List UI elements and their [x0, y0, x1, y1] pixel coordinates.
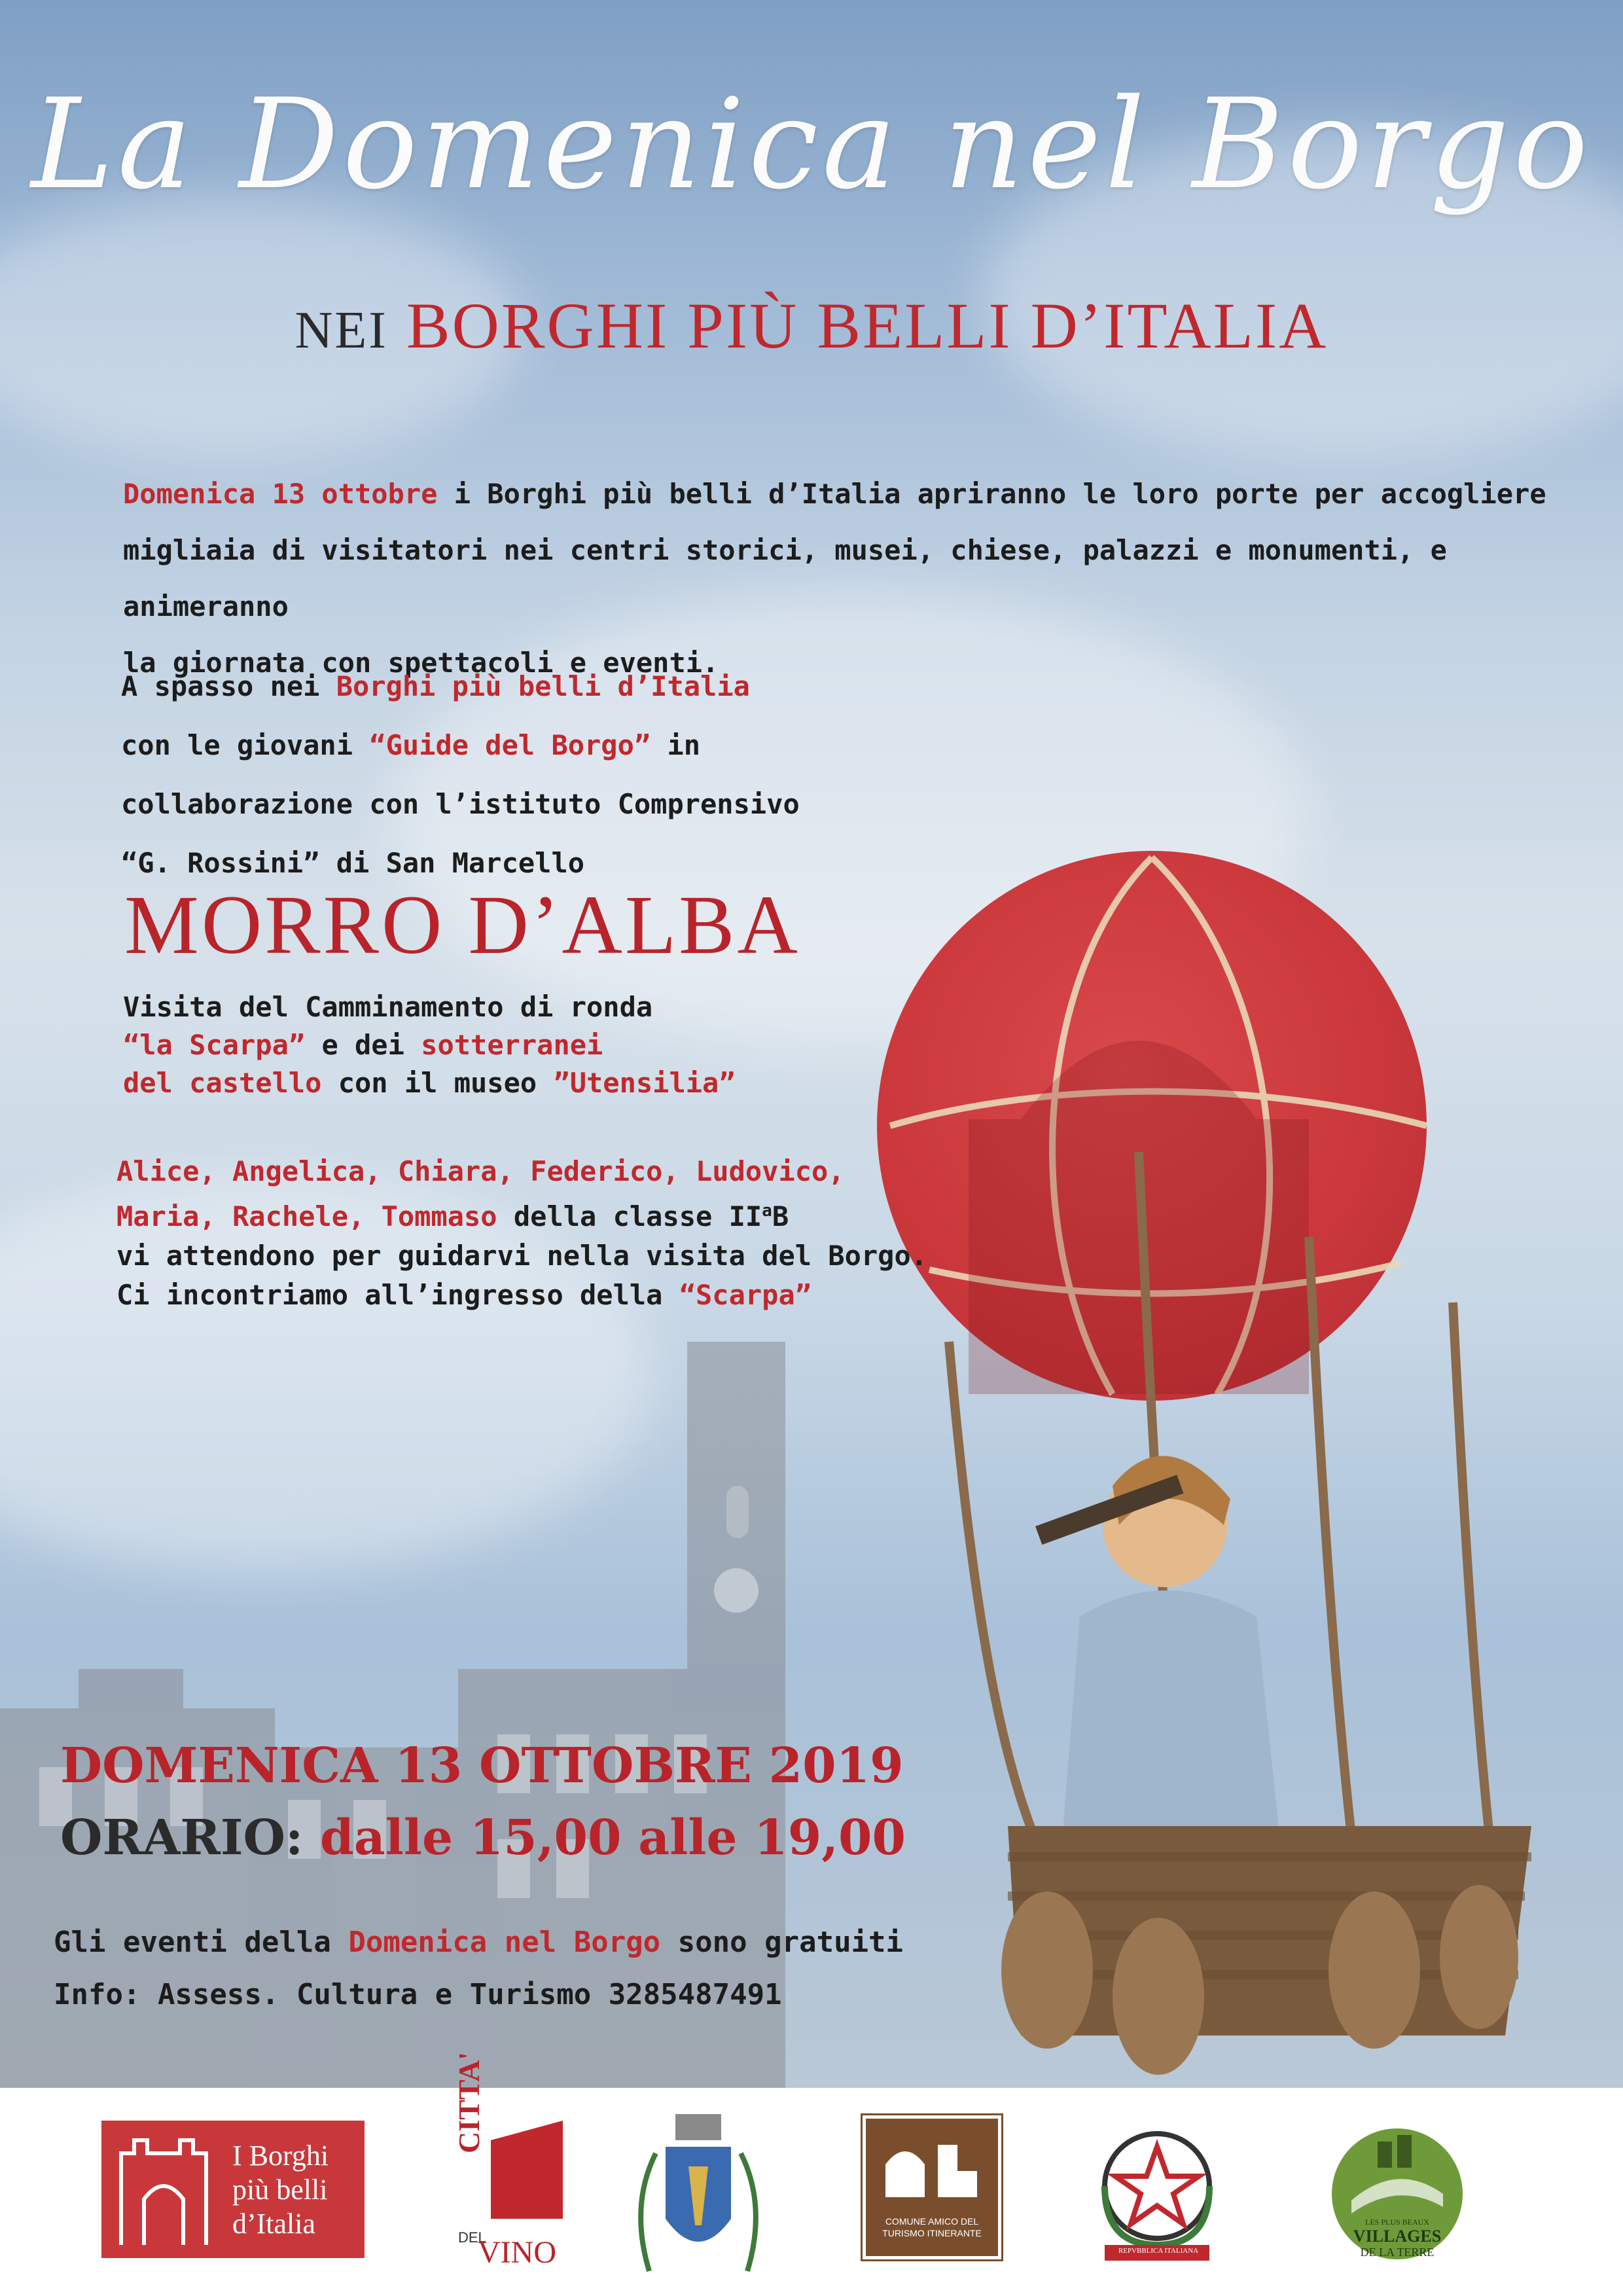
villages-line-big: VILLAGES — [1353, 2227, 1442, 2246]
villages-de-la-terre-logo — [1319, 2115, 1476, 2272]
visit-paragraph — [123, 988, 908, 1102]
camper-logo-line: TURISMO ITINERANTE — [882, 2228, 982, 2238]
guides-paragraph — [121, 657, 972, 893]
guides-text: con le giovani — [121, 729, 370, 761]
citta-logo-top: CITTA' — [452, 2051, 486, 2153]
borghi-logo-text — [232, 2139, 329, 2241]
guides-highlight: Borghi più belli d’Italia — [336, 670, 750, 702]
event-time — [60, 1810, 906, 1866]
guides-line-2 — [121, 716, 972, 775]
villages-line-mid: DE LA TERRE — [1360, 2246, 1435, 2259]
citta-logo-del: DEL — [458, 2229, 486, 2246]
visit-highlight: del castello — [123, 1067, 322, 1099]
camper-friendly-logo — [863, 2115, 1001, 2259]
villages-logo-text — [1319, 2217, 1476, 2259]
republic-banner-text: REPVBBLICA ITALIANA — [1118, 2247, 1199, 2255]
castle-gate-icon — [115, 2134, 213, 2245]
names-text: B — [772, 1200, 789, 1232]
intro-line-1-rest: i Borghi più belli d’Italia apriranno le loro porte per accogliere — [437, 478, 1546, 510]
coat-of-arms-icon — [630, 2108, 767, 2284]
intro-line-3: la giornata con spettacoli e eventi. — [123, 647, 719, 679]
citta-logo-bottom: VINO — [478, 2235, 556, 2270]
orario-label: ORARIO: — [60, 1810, 304, 1866]
borghi-logo-line: più belli — [232, 2174, 328, 2206]
info-text: Gli eventi della — [54, 1926, 349, 1959]
info-block — [54, 1916, 1035, 2021]
borghi-logo-line: d’Italia — [232, 2208, 316, 2240]
intro-line-1 — [123, 466, 1563, 522]
guides-text: in — [651, 729, 701, 761]
visit-highlight: ”Utensilia” — [553, 1067, 736, 1099]
orario-value: dalle 15,00 alle 19,00 — [303, 1810, 906, 1866]
camper-logo-line: COMUNE AMICO DEL — [885, 2216, 979, 2227]
poster-subtitle — [0, 288, 1623, 363]
town-name: MORRO D’ALBA — [124, 878, 800, 971]
visit-text: con il museo — [321, 1067, 554, 1099]
guides-names-paragraph — [116, 1152, 967, 1315]
names-text: della classe II — [497, 1200, 762, 1232]
borghi-logo — [101, 2121, 365, 2258]
names-highlight: “Scarpa” — [679, 1279, 812, 1311]
guides-line-4: “G. Rossini” di San Marcello — [121, 847, 585, 879]
names-line-3: vi attendono per guidarvi nella visita del Borgo. — [116, 1240, 928, 1272]
names-line-2 — [116, 1191, 967, 1236]
guides-text: A spasso nei — [121, 670, 336, 702]
guides-highlight: “Guide del Borgo” — [369, 729, 651, 761]
citta-del-vino-logo — [452, 2051, 566, 2271]
info-free-line — [54, 1916, 1035, 1969]
subtitle-main: BORGHI PIÙ BELLI D’ITALIA — [406, 289, 1329, 362]
guides-line-3: collaborazione con l’istituto Comprensivo — [121, 788, 800, 820]
names-line-1: Alice, Angelica, Chiara, Federico, Ludovico, — [116, 1155, 845, 1187]
visit-line-3 — [123, 1064, 908, 1102]
visit-line-2 — [123, 1026, 908, 1064]
visit-text: e dei — [305, 1029, 421, 1061]
wine-glass-icon — [491, 2121, 563, 2219]
info-highlight: Domenica nel Borgo — [348, 1926, 661, 1959]
intro-highlight: Domenica 13 ottobre — [123, 478, 438, 510]
villages-line-small: LES PLUS BEAUX — [1364, 2217, 1429, 2227]
info-text: sono gratuiti — [660, 1926, 904, 1959]
visit-line-1: Visita del Camminamento di ronda — [123, 991, 653, 1023]
subtitle-prefix: NEI — [294, 302, 388, 359]
class-superscript: a — [762, 1201, 772, 1221]
town-icon — [879, 2132, 984, 2204]
names-line-4 — [116, 1276, 967, 1315]
visit-highlight: “la Scarpa” — [123, 1029, 306, 1061]
guides-line-1 — [121, 657, 972, 716]
child-figure — [1035, 1456, 1283, 1865]
event-date: DOMENICA 13 OTTOBRE 2019 — [60, 1738, 904, 1794]
poster-title: La Domenica nel Borgo — [31, 72, 1592, 217]
camper-logo-text — [866, 2215, 998, 2239]
intro-line-2: migliaia di visitatori nei centri storici, musei, chiese, palazzi e monumenti, e animeranno — [123, 534, 1447, 622]
names-text: Ci incontriamo all’ingresso della — [116, 1279, 679, 1311]
info-contact: Info: Assess. Cultura e Turismo 3285487491 — [54, 1978, 782, 2011]
borghi-logo-line: I Borghi — [232, 2140, 329, 2172]
balloon-ropes-and-basket — [851, 844, 1531, 2088]
sponsor-logos-footer — [0, 2051, 1623, 2296]
names-highlight: Maria, Rachele, Tommaso — [116, 1200, 497, 1232]
visit-highlight: sotterranei — [421, 1029, 603, 1061]
